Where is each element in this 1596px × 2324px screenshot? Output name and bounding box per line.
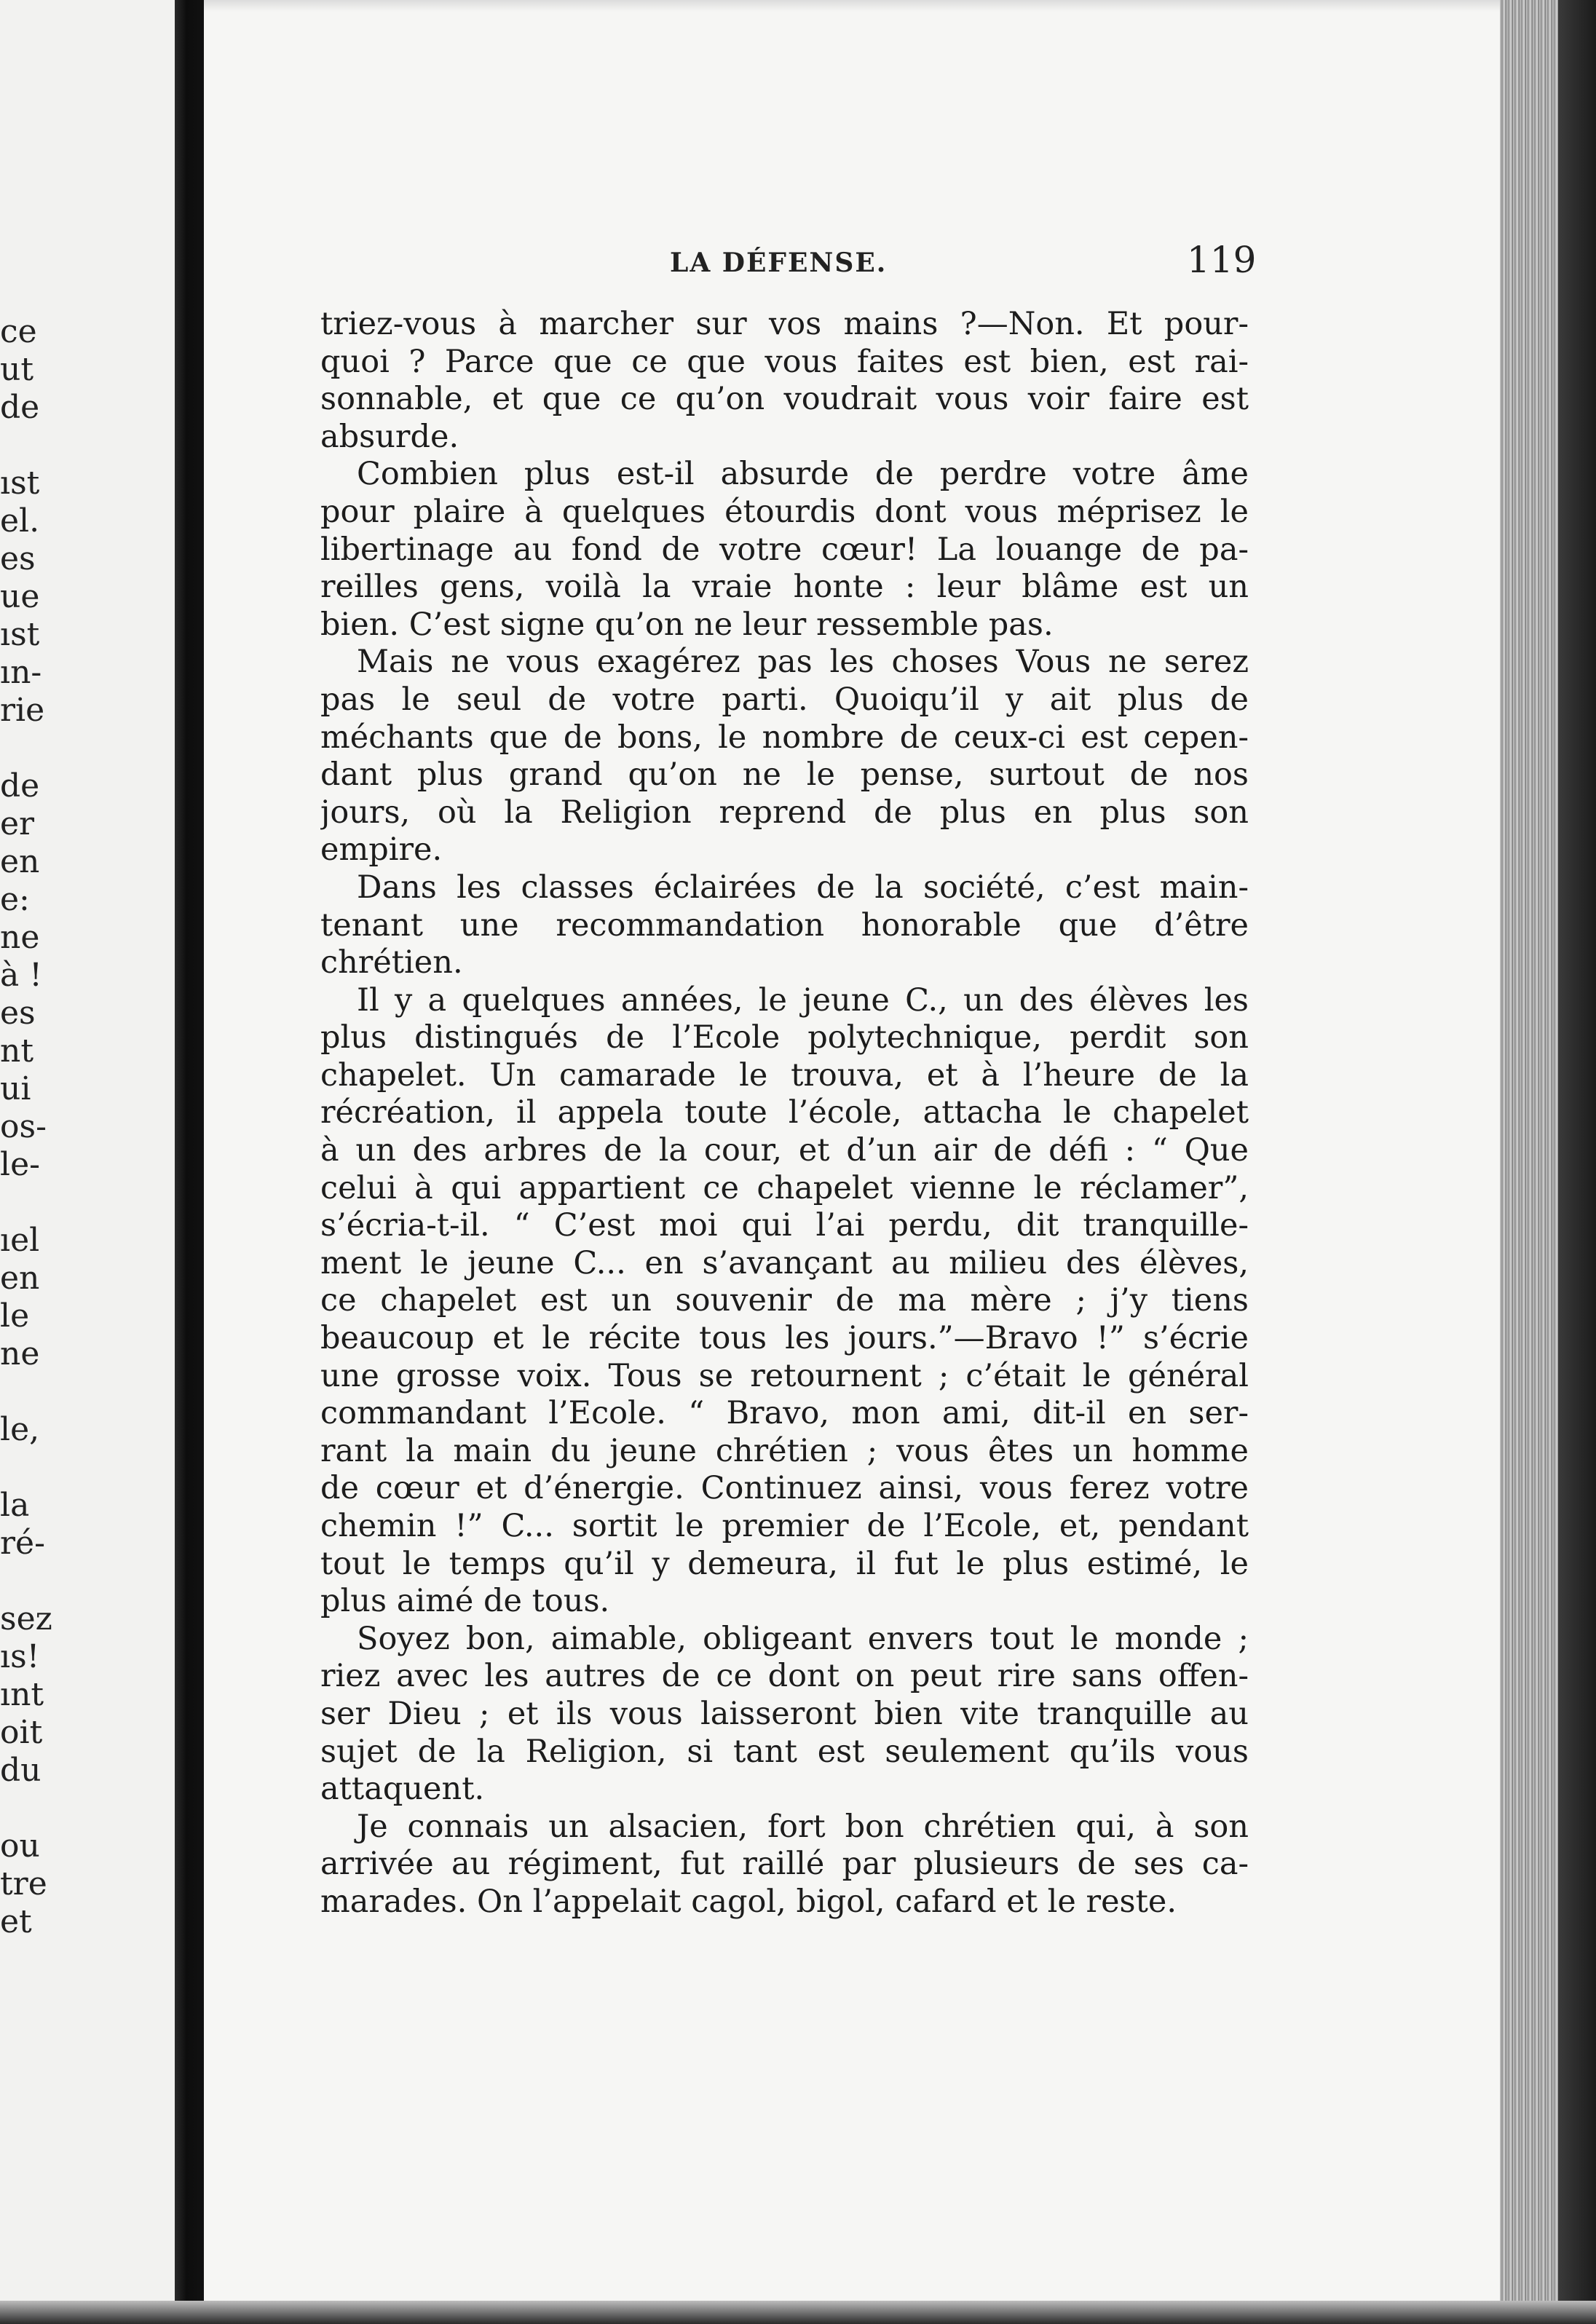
left-page-fragment bbox=[0, 1184, 167, 1222]
text-line: de cœur et d’énergie. Continuez ainsi, vous ferez votre bbox=[320, 1470, 1249, 1507]
text-line: ment le jeune C... en s’avançant au milieu des élèves, bbox=[320, 1244, 1249, 1281]
text-line: triez-vous à marcher sur vos mains ?—Non. Et pour- bbox=[320, 306, 1249, 342]
left-page-fragment: ue bbox=[0, 578, 40, 615]
facing-page-text-fragments bbox=[0, 313, 167, 1941]
left-page-fragment: en bbox=[0, 1260, 40, 1297]
text-line: Soyez bon, aimable, obligeant envers tout le monde ; bbox=[357, 1620, 1249, 1657]
text-line: plus aimé de tous. bbox=[320, 1583, 610, 1620]
text-line: Il y a quelques années, le jeune C., un des élèves les bbox=[357, 981, 1249, 1019]
left-page-fragment: e: bbox=[0, 881, 30, 918]
left-page-fragment: es bbox=[0, 995, 36, 1032]
text-line: sujet de la Religion, si tant est seulement qu’ils vous bbox=[320, 1733, 1249, 1770]
text-line: marades. On l’appelait cagol, bigol, cafard et le reste. bbox=[320, 1883, 1177, 1920]
left-page-fragment: nt bbox=[0, 1032, 34, 1070]
left-page-fragment bbox=[0, 730, 167, 767]
text-line: beaucoup et le récite tous les jours.”—Bravo !” s’écrie bbox=[320, 1320, 1249, 1357]
text-line: Mais ne vous exagérez pas les choses Vous ne serez bbox=[357, 644, 1249, 681]
left-page-fragment: sez bbox=[0, 1600, 52, 1637]
left-page-fragment: et bbox=[0, 1903, 32, 1940]
text-line: récréation, il appela toute l’école, attacha le chapelet bbox=[320, 1094, 1249, 1131]
text-line: plus distingués de l’Ecole polytechnique, perdit son bbox=[320, 1019, 1249, 1056]
text-line: celui à qui appartient ce chapelet vienne le réclamer”, bbox=[320, 1169, 1249, 1206]
text-line: arrivée au régiment, fut raillé par plusieurs de ses ca- bbox=[320, 1846, 1249, 1883]
left-page-fragment: ınt bbox=[0, 1676, 44, 1713]
left-page-fragment: el. bbox=[0, 502, 40, 540]
text-line: chemin !” C... sortit le premier de l’Ecole, et, pendant bbox=[320, 1508, 1249, 1544]
text-line: empire. bbox=[320, 831, 443, 869]
left-page-fragment: er bbox=[0, 805, 35, 842]
left-page-fragment: le- bbox=[0, 1146, 40, 1183]
left-page-fragment: es bbox=[0, 540, 36, 577]
text-line: tenant une recommandation honorable que d’être bbox=[320, 906, 1249, 944]
left-page-fragment: os- bbox=[0, 1108, 47, 1145]
left-page-fragment: ıst bbox=[0, 616, 40, 653]
text-line: pas le seul de votre parti. Quoiqu’il y ait plus de bbox=[320, 681, 1249, 718]
text-line: méchants que de bons, le nombre de ceux-ci est cepen- bbox=[320, 719, 1249, 756]
left-page-fragment: ıs! bbox=[0, 1638, 40, 1675]
bottom-shadow bbox=[0, 2301, 1596, 2324]
text-line: Je connais un alsacien, fort bon chrétien qui, à son bbox=[357, 1808, 1249, 1845]
text-line: Combien plus est-il absurde de perdre votre âme bbox=[357, 456, 1249, 493]
text-line: dant plus grand qu’on ne le pense, surtout de nos bbox=[320, 756, 1249, 794]
left-page-fragment: ce bbox=[0, 313, 37, 350]
running-head: LA DÉFENSE. bbox=[670, 248, 888, 278]
text-line: commandant l’Ecole. “ Bravo, mon ami, dit-il en ser- bbox=[320, 1395, 1249, 1432]
left-page-fragment: ıst bbox=[0, 465, 40, 502]
text-line: chapelet. Un camarade le trouva, et à l’heure de la bbox=[320, 1056, 1249, 1094]
text-line: absurde. bbox=[320, 418, 459, 455]
text-line: ce chapelet est un souvenir de ma mère ; j’y tiens bbox=[320, 1282, 1249, 1319]
left-page-fragment: ne bbox=[0, 919, 40, 956]
left-page-fragment bbox=[0, 1562, 167, 1600]
text-line: une grosse voix. Tous se retournent ; c’était le général bbox=[320, 1357, 1249, 1394]
text-line: tout le temps qu’il y demeura, il fut le plus estimé, le bbox=[320, 1545, 1249, 1582]
text-line: ser Dieu ; et ils vous laisseront bien vite tranquille au bbox=[320, 1695, 1249, 1732]
left-page-fragment: en bbox=[0, 843, 40, 880]
text-line: sonnable, et que ce qu’on voudrait vous voir faire est bbox=[320, 381, 1249, 418]
body-text bbox=[320, 306, 1249, 1921]
text-line: riez avec les autres de ce dont on peut rire sans offen- bbox=[320, 1658, 1249, 1695]
left-page-fragment: ui bbox=[0, 1070, 31, 1107]
text-line: reilles gens, voilà la vraie honte : leur blâme est un bbox=[320, 569, 1249, 606]
text-line: libertinage au fond de votre cœur! La louange de pa- bbox=[320, 531, 1249, 568]
left-page-fragment: ın- bbox=[0, 654, 42, 691]
text-line: Dans les classes éclairées de la société, c’est main- bbox=[357, 869, 1249, 906]
left-page-fragment: à ! bbox=[0, 957, 42, 994]
left-page-fragment: le, bbox=[0, 1411, 40, 1448]
text-line: bien. C’est signe qu’on ne leur ressemble pas. bbox=[320, 606, 1054, 643]
left-page-fragment: du bbox=[0, 1752, 42, 1789]
left-page-fragment: la bbox=[0, 1487, 30, 1524]
left-page-fragment: de bbox=[0, 389, 40, 426]
left-page-fragment: ıel bbox=[0, 1222, 40, 1259]
page-top-edge bbox=[204, 0, 1514, 12]
book-gutter bbox=[175, 0, 204, 2324]
text-line: quoi ? Parce que ce que vous faites est bien, est rai- bbox=[320, 343, 1249, 380]
left-page-fragment bbox=[0, 427, 167, 465]
text-line: à un des arbres de la cour, et d’un air de défi : “ Que bbox=[320, 1132, 1249, 1169]
left-page-fragment bbox=[0, 1373, 167, 1411]
left-page-fragment bbox=[0, 1790, 167, 1827]
left-page-fragment: ut bbox=[0, 351, 34, 388]
text-line: pour plaire à quelques étourdis dont vous méprisez le bbox=[320, 493, 1249, 530]
left-page-fragment: ou bbox=[0, 1827, 40, 1865]
text-line: jours, où la Religion reprend de plus en plus son bbox=[320, 794, 1249, 831]
left-page-fragment bbox=[0, 1449, 167, 1487]
left-page-fragment: ré- bbox=[0, 1525, 45, 1562]
text-line: rant la main du jeune chrétien ; vous êtes un homme bbox=[320, 1432, 1249, 1469]
text-line: attaquent. bbox=[320, 1771, 485, 1808]
left-page-fragment: le bbox=[0, 1297, 30, 1335]
page-number: 119 bbox=[1187, 239, 1257, 281]
facing-page-left bbox=[0, 0, 175, 2324]
book-cover-edge bbox=[1558, 0, 1596, 2324]
text-line: s’écria-t-il. “ C’est moi qui l’ai perdu, dit tranquille- bbox=[320, 1207, 1249, 1244]
left-page-fragment: oit bbox=[0, 1714, 43, 1751]
left-page-fragment: rie bbox=[0, 692, 45, 729]
left-page-fragment: tre bbox=[0, 1865, 47, 1902]
text-line: chrétien. bbox=[320, 944, 463, 981]
left-page-fragment: de bbox=[0, 767, 40, 805]
left-page-fragment: ne bbox=[0, 1335, 40, 1372]
